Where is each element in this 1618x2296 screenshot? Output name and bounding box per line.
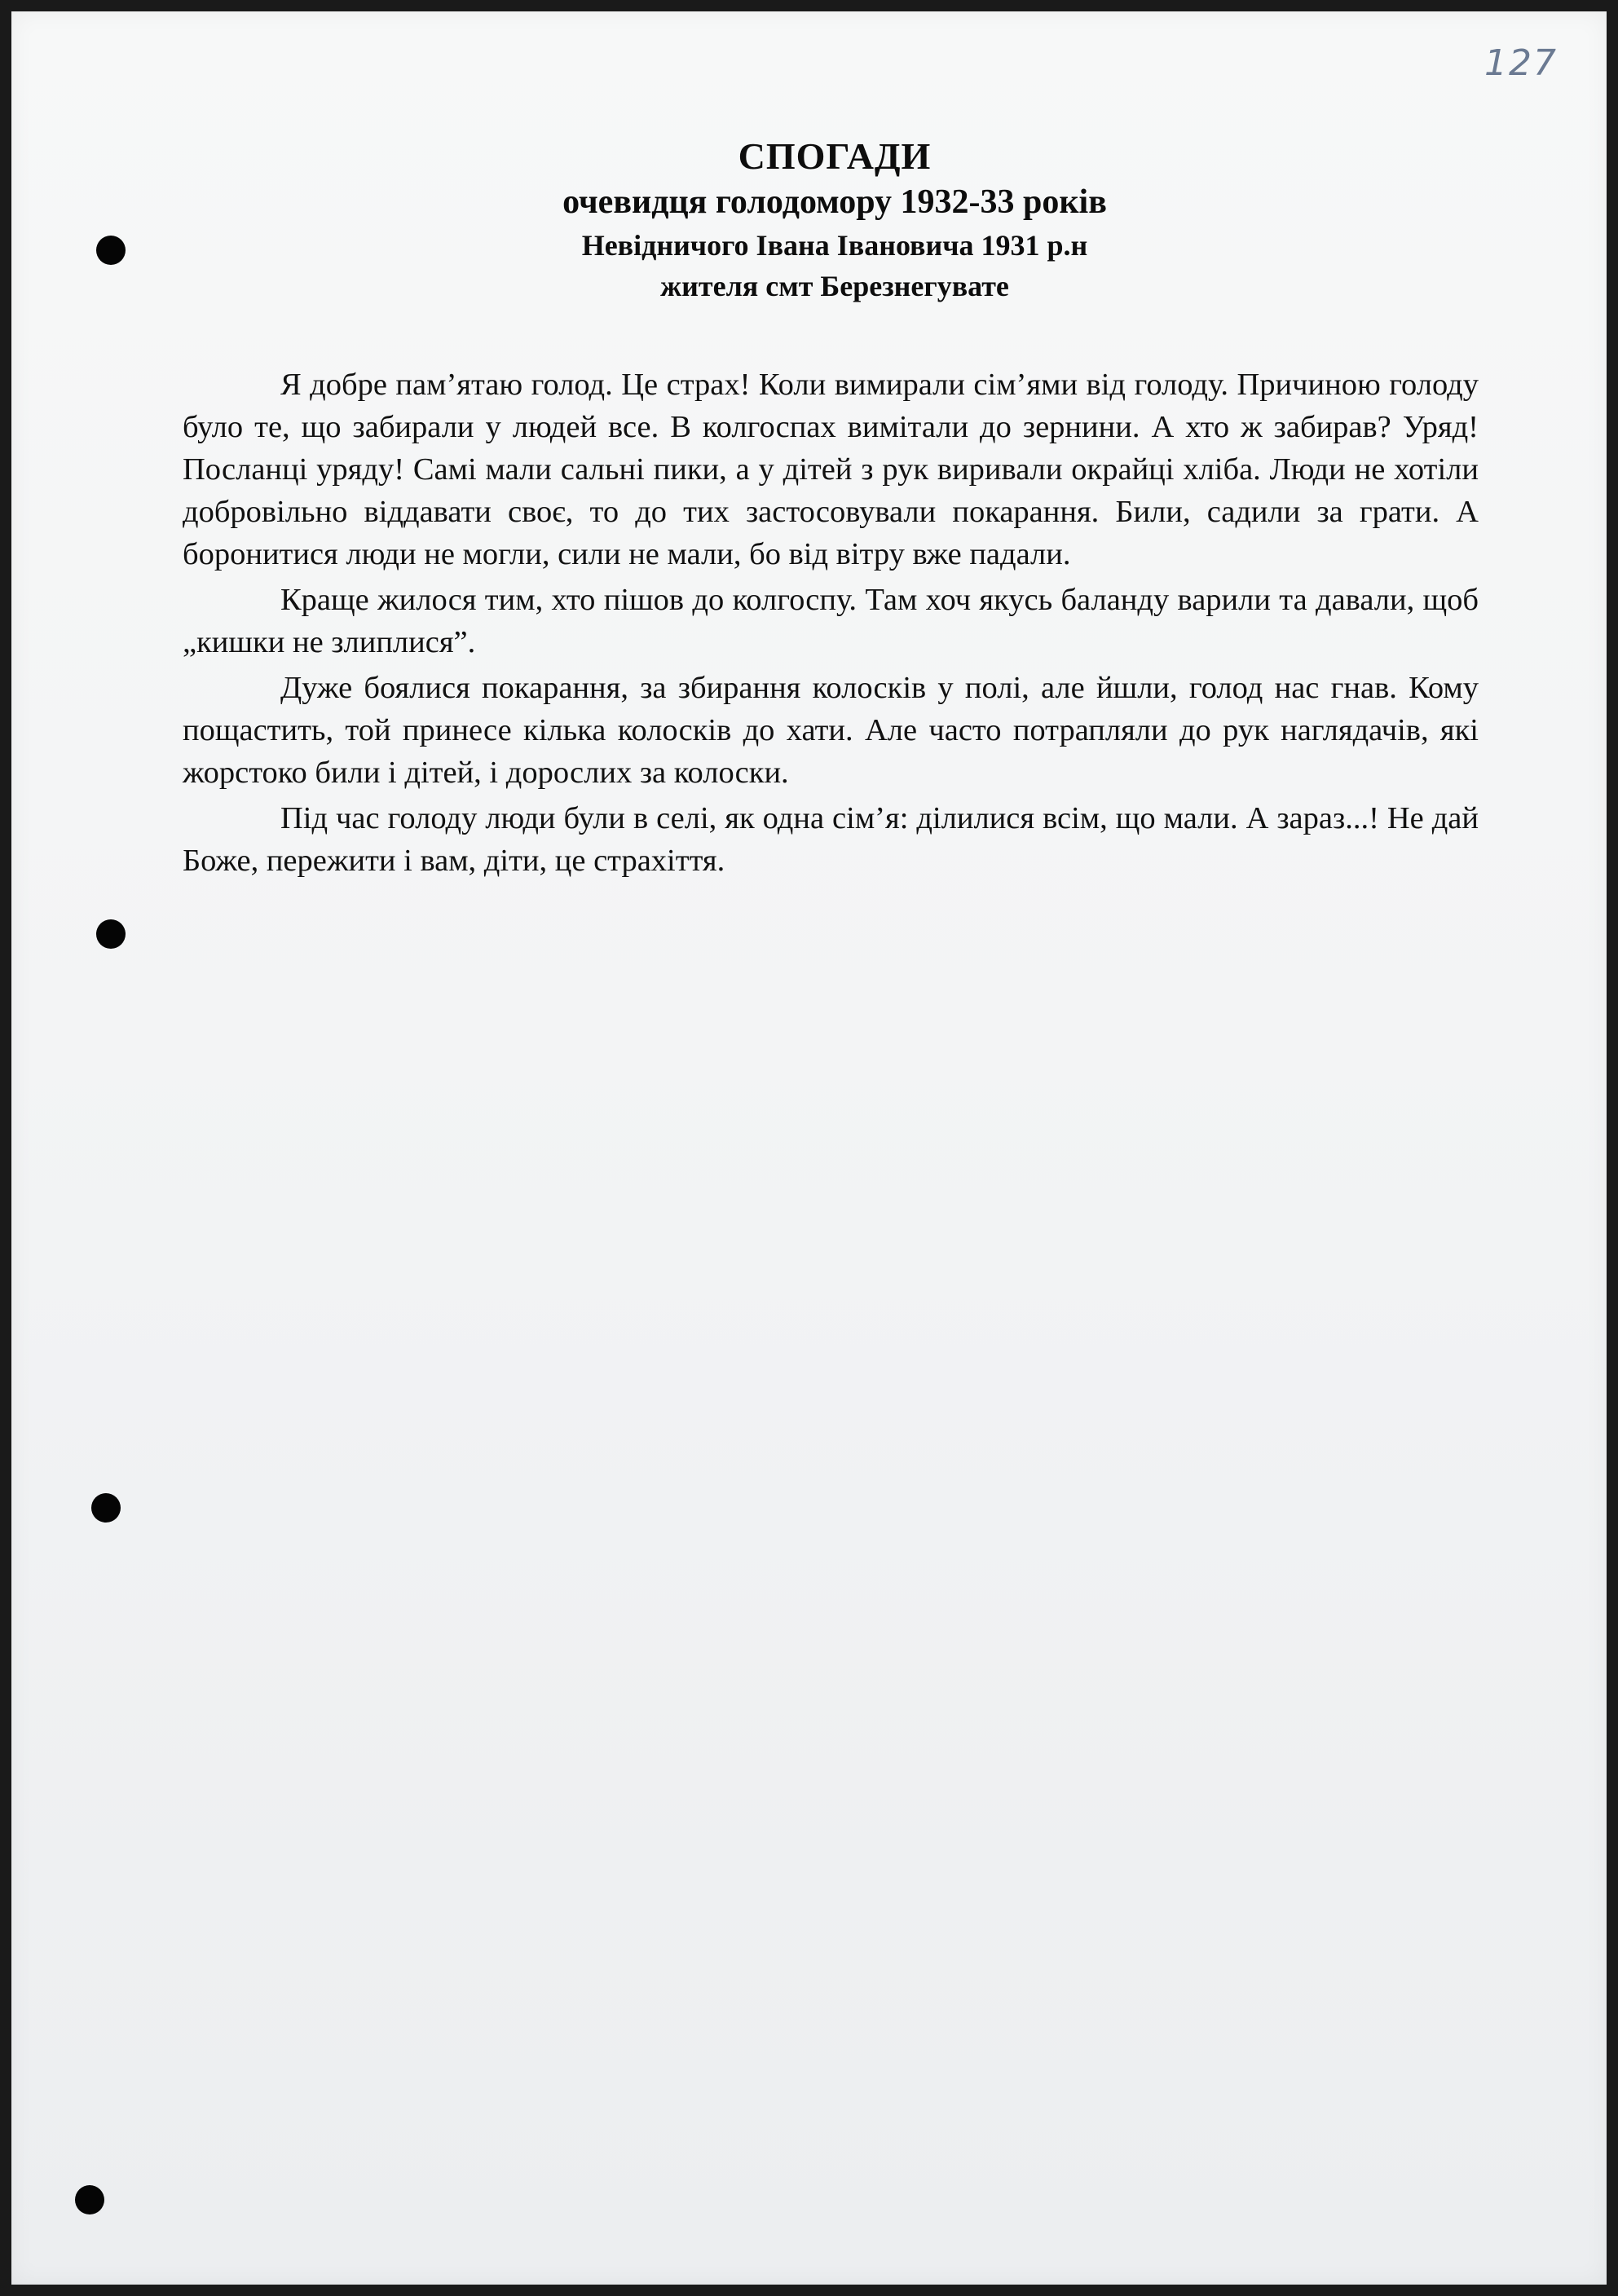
document-body	[183, 364, 1479, 885]
paragraph-4: Під час голоду люди були в селі, як одна сім’я: ділилися всім, що мали. А зараз...! Не дай Боже, пережити і вам, діти, це страхіття.	[183, 801, 1479, 878]
punch-hole-2	[96, 919, 126, 949]
punch-hole-4	[75, 2185, 104, 2214]
paragraph-3: Дуже боялися покарання, за збирання колосків у полі, але йшли, голод нас гнав. Кому пощастить, той принесе кілька колосків до хати. Але часто потрапляли до рук наглядачів, які жорстоко били і дітей, і дорослих за колоски.	[183, 671, 1479, 790]
page-number: 127	[1484, 42, 1558, 84]
document-title: СПОГАДИ	[738, 135, 932, 177]
document-header	[174, 134, 1495, 306]
punch-hole-3	[91, 1493, 121, 1523]
paragraph-2: Краще жилося тим, хто пішов до колгоспу. Там хоч якусь баланду варили та давали, щоб „кишки не злиплися”.	[183, 583, 1479, 659]
document-sheet	[11, 11, 1607, 2285]
document-subtitle-residence: жителя смт Березнегувате	[660, 270, 1009, 302]
document-subtitle-name: Невідничого Івана Івановича 1931 р.н	[581, 229, 1088, 262]
punch-hole-1	[96, 236, 126, 265]
document-subtitle-eyewitness: очевидця голодомору 1932-33 років	[562, 183, 1107, 221]
paragraph-1: Я добре пам’ятаю голод. Це страх! Коли вимирали сім’ями від голоду. Причиною голоду було те, що забирали у людей все. В колгоспах вимітали до зернини. А хто ж забирав? Уряд! Посланці уряду! Самі мали сальні пики, а у дітей з рук виривали окрайці хліба. Люди не хотіли добровільно віддавати своє, то до тих застосовували покарання. Били, садили за грати. А боронитися люди не могли, сили не мали, бо від вітру вже падали.	[183, 368, 1479, 571]
